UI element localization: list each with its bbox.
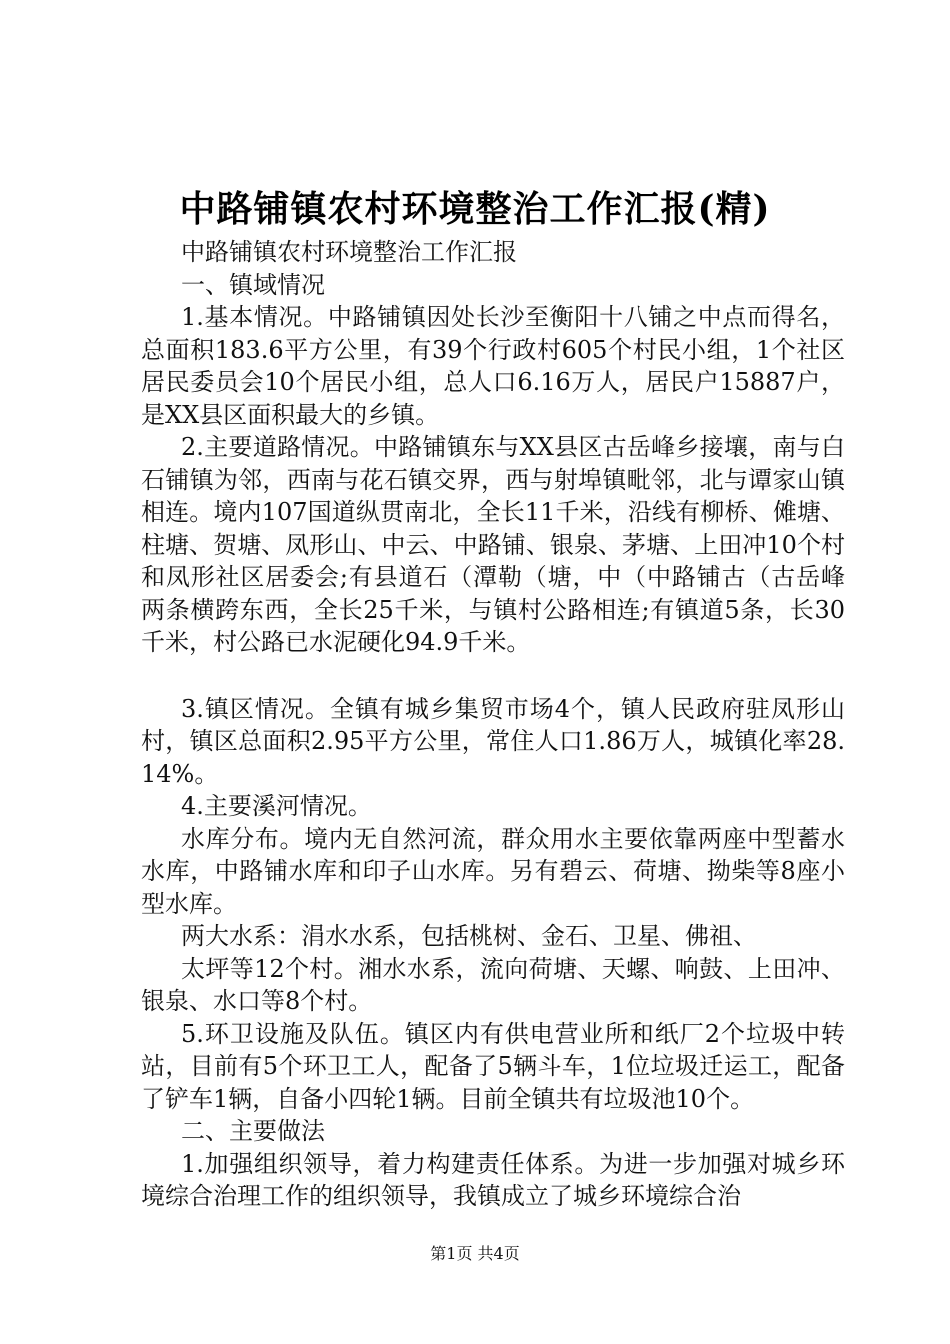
paragraph-rivers-heading: 4.主要溪河情况。 [181, 792, 372, 820]
paragraph-water-systems-cont: 太坪等12个村。湘水水系，流向荷塘、天螺、响鼓、上田冲、银泉、水口等8个村。 [141, 954, 845, 1015]
paragraph-basic-situation: 1.基本情况。中路铺镇因处长沙至衡阳十八铺之中点而得名，总面积183.6平方公里，有39个行政村605个村民小组，1个社区居民委员会10个居民小组，总人口6.16万人，居民户15887户，是XX县区面积最大的乡镇。 [141, 303, 845, 429]
document-body [141, 236, 845, 1213]
paragraph-town-area: 3.镇区情况。全镇有城乡集贸市场4个，镇人民政府驻凤形山村，镇区总面积2.95平方公里，常住人口1.86万人，城镇化率28.14%。 [141, 694, 845, 788]
page-number-footer: 第1页 共4页 [430, 1244, 520, 1263]
paragraph-section-heading-1: 一、镇域情况 [181, 270, 325, 299]
paragraph-sanitation: 5.环卫设施及队伍。镇区内有供电营业所和纸厂2个垃圾中转站，目前有5个环卫工人，配备了5辆斗车，1位垃圾迁运工，配备了铲车1辆，自备小四轮1辆。目前全镇共有垃圾池10个。 [141, 1019, 845, 1113]
paragraph-organization: 1.加强组织领导，着力构建责任体系。为进一步加强对城乡环境综合治理工作的组织领导，我镇成立了城乡环境综合治 [141, 1149, 845, 1210]
paragraph-subtitle: 中路铺镇农村环境整治工作汇报 [181, 238, 517, 266]
paragraph-water-systems: 两大水系：涓水水系，包括桃树、金石、卫星、佛祖、 [181, 922, 757, 950]
document-title: 中路铺镇农村环境整治工作汇报(精) [179, 188, 771, 230]
paragraph-reservoirs: 水库分布。境内无自然河流，群众用水主要依靠两座中型蓄水水库，中路铺水库和印子山水库。另有碧云、荷塘、拗柴等8座小型水库。 [141, 824, 845, 918]
paragraph-section-heading-2: 二、主要做法 [181, 1117, 325, 1145]
paragraph-roads: 2.主要道路情况。中路铺镇东与XX县区古岳峰乡接壤，南与白石铺镇为邻，西南与花石镇交界，西与射埠镇毗邻，北与谭家山镇相连。境内107国道纵贯南北，全长11千米，沿线有柳桥、傩塘、柱塘、贺塘、凤形山、中云、中路铺、银泉、茅塘、上田冲10个村和凤形社区居委会;有县道石（潭勒（塘，中（中路铺古（古岳峰两条横跨东西，全长25千米，与镇村公路相连;有镇道5条，长30千米，村公路已水泥硬化94.9千米。 [141, 433, 845, 656]
